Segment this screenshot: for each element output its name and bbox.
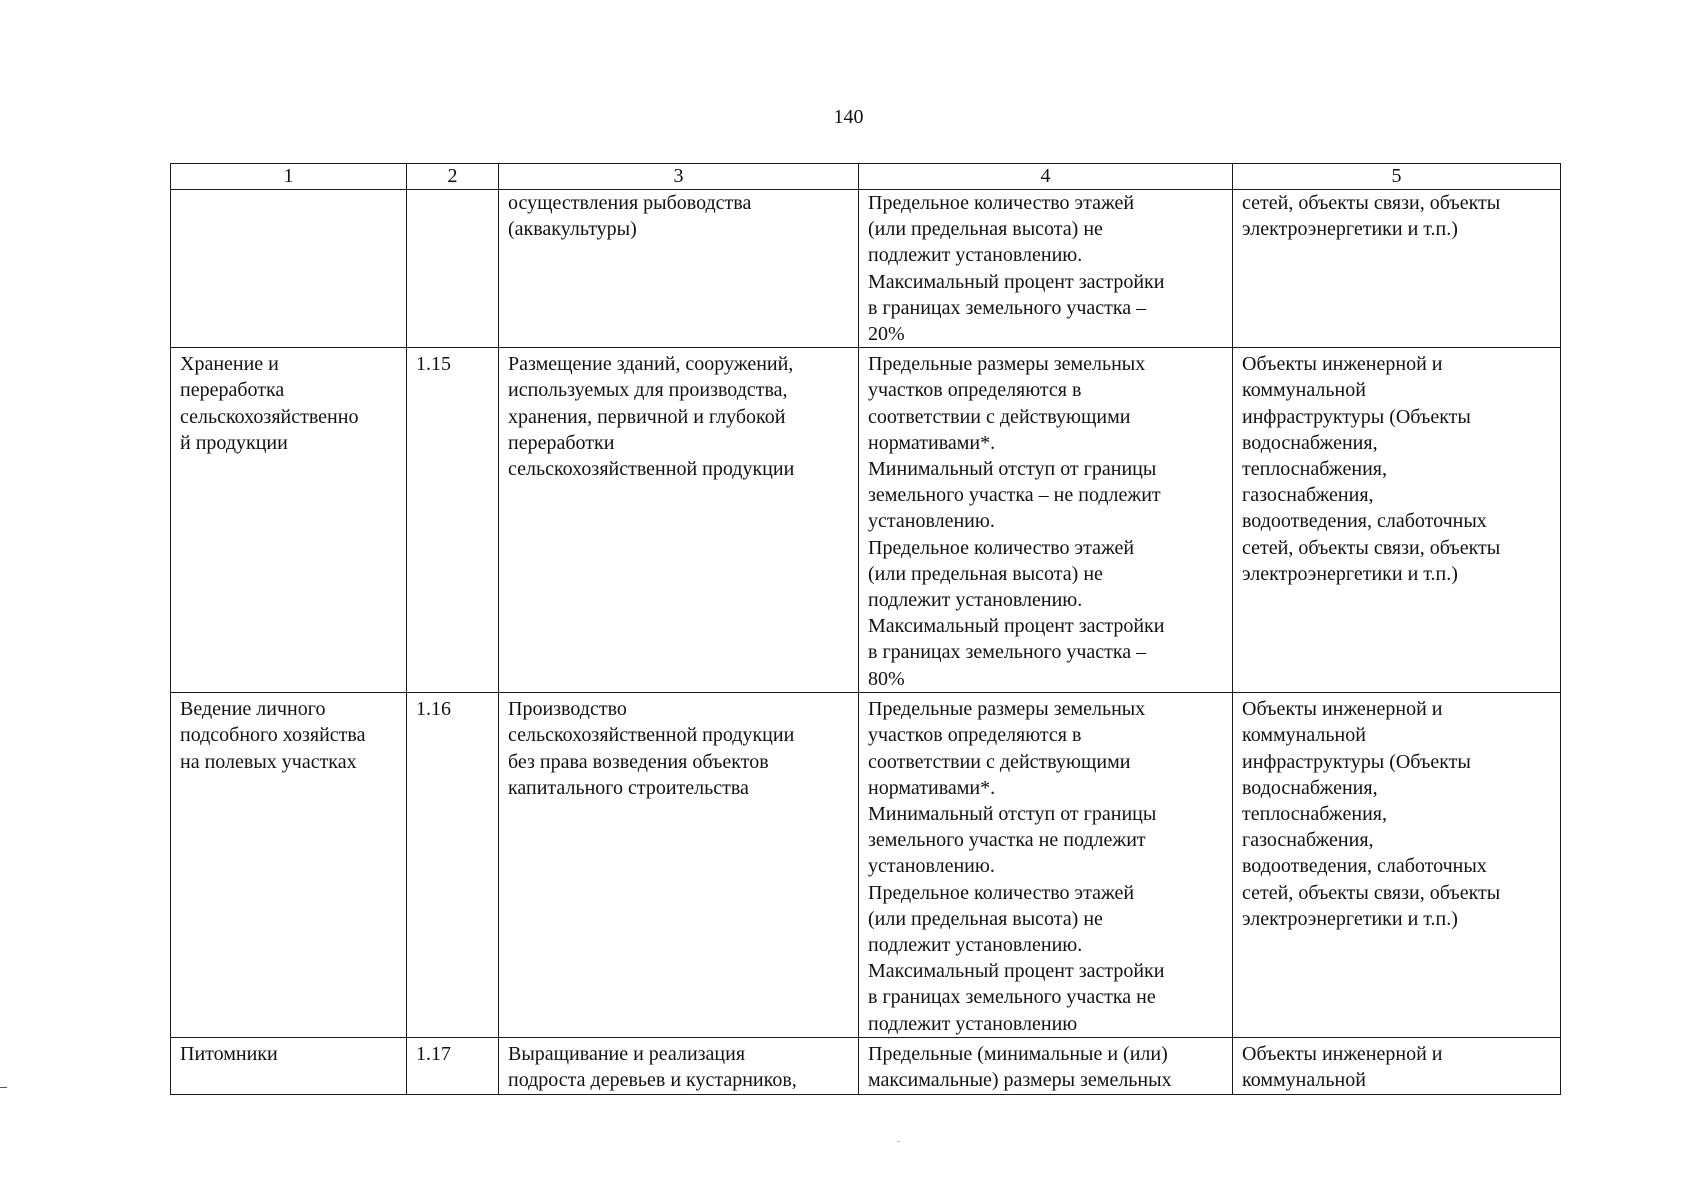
scan-artifact — [897, 1141, 900, 1142]
limit-parameters: Предельное количество этажей (или предельная высота) не подлежит установлению. Максимальный процент застройки в границах земельного участка – 20% — [859, 190, 1233, 348]
use-type-description: Размещение зданий, сооружений, используемых для производства, хранения, первичной и глубокой переработки сельскохозяйственной продукции — [499, 348, 859, 693]
use-type-code: 1.16 — [407, 693, 499, 1038]
margin-mark — [0, 1087, 7, 1088]
column-header-5: 5 — [1233, 164, 1561, 190]
auxiliary-objects: сетей, объекты связи, объекты электроэнергетики и т.п.) — [1233, 190, 1561, 348]
header-row — [171, 164, 1561, 190]
limit-parameters: Предельные размеры земельных участков определяются в соответствии с действующими нормативами*. Минимальный отступ от границы земельного участка – не подлежит установлению. Предельное количество этажей (или предельная высота) не подлежит установлению. Максимальный процент застройки в границах земельного участка – 80% — [859, 348, 1233, 693]
column-header-1: 1 — [171, 164, 407, 190]
use-type-description: Выращивание и реализация подроста деревьев и кустарников, — [499, 1038, 859, 1094]
column-header-2: 2 — [407, 164, 499, 190]
page-number: 140 — [833, 106, 864, 128]
use-type-description: Производство сельскохозяйственной продукции без права возведения объектов капитального строительства — [499, 693, 859, 1038]
auxiliary-objects: Объекты инженерной и коммунальной инфраструктуры (Объекты водоснабжения, теплоснабжения, газоснабжения, водоотведения, слаботочных сетей, объекты связи, объекты электроэнергетики и т.п.) — [1233, 348, 1561, 693]
limit-parameters: Предельные размеры земельных участков определяются в соответствии с действующими нормативами*. Минимальный отступ от границы земельного участка не подлежит установлению. Предельное количество этажей (или предельная высота) не подлежит установлению. Максимальный процент застройки в границах земельного участка не подлежит установлению — [859, 693, 1233, 1038]
column-header-4: 4 — [859, 164, 1233, 190]
auxiliary-objects: Объекты инженерной и коммунальной инфраструктуры (Объекты водоснабжения, теплоснабжения, газоснабжения, водоотведения, слаботочных сетей, объекты связи, объекты электроэнергетики и т.п.) — [1233, 693, 1561, 1038]
column-header-3: 3 — [499, 164, 859, 190]
table-row — [171, 1038, 1561, 1094]
use-type-description: осуществления рыбоводства (аквакультуры) — [499, 190, 859, 348]
use-type-name: Ведение личного подсобного хозяйства на полевых участках — [171, 693, 407, 1038]
use-type-code — [407, 190, 499, 348]
table-row — [171, 693, 1561, 1038]
use-type-name: Хранение и переработка сельскохозяйственно й продукции — [171, 348, 407, 693]
table-row — [171, 348, 1561, 693]
use-type-code: 1.17 — [407, 1038, 499, 1094]
auxiliary-objects: Объекты инженерной и коммунальной — [1233, 1038, 1561, 1094]
limit-parameters: Предельные (минимальные и (или) максимальные) размеры земельных — [859, 1038, 1233, 1094]
table-row — [171, 190, 1561, 348]
use-type-name: Питомники — [171, 1038, 407, 1094]
use-type-code: 1.15 — [407, 348, 499, 693]
land-use-table — [170, 163, 1561, 1095]
use-type-name — [171, 190, 407, 348]
